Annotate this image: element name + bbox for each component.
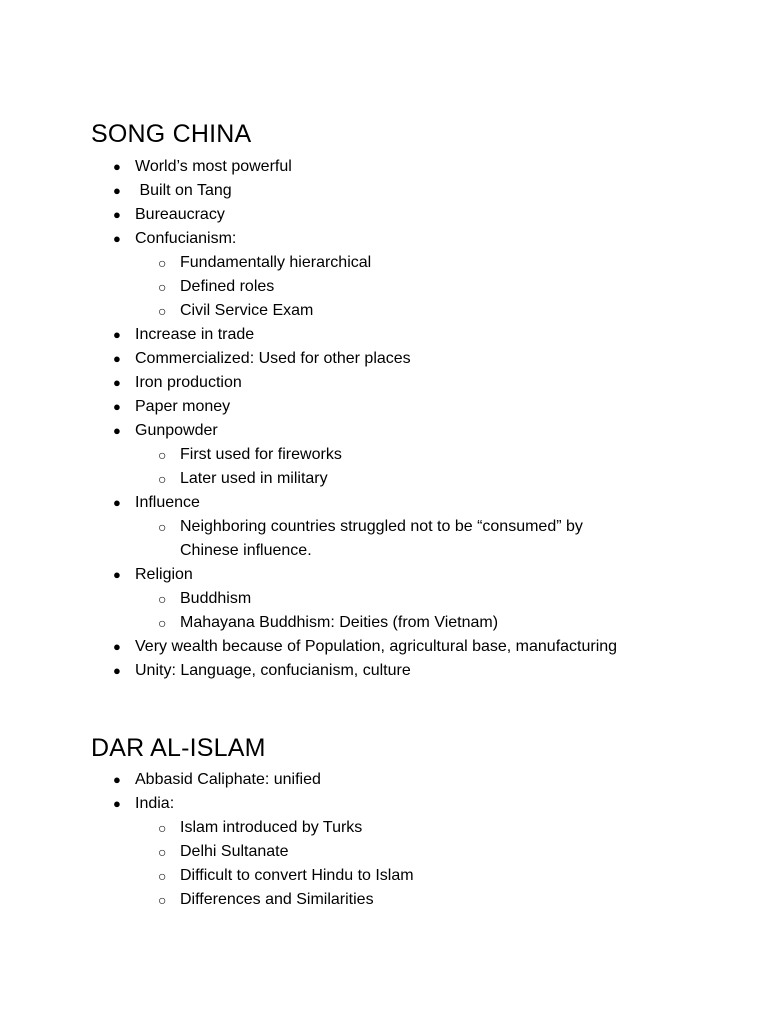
bullet-marker: ●: [113, 663, 121, 678]
list-item: [0, 491, 768, 515]
section-heading-song-china: SONG CHINA: [91, 120, 252, 148]
sub-list-item: [0, 275, 768, 299]
list-item: [0, 323, 768, 347]
hollow-bullet-marker: ○: [158, 820, 167, 836]
hollow-bullet-marker: ○: [158, 471, 167, 487]
bullet-marker: ●: [113, 639, 121, 654]
list-item-text: Defined roles: [180, 278, 275, 295]
list-item-text: Influence: [135, 494, 200, 511]
list-item: [0, 395, 768, 419]
list-item: [0, 203, 768, 227]
list-item-text: Buddhism: [180, 590, 252, 607]
list-item: [0, 659, 768, 683]
sub-list-item: [0, 840, 768, 864]
list-item-text: World’s most powerful: [135, 158, 292, 175]
hollow-bullet-marker: ○: [158, 255, 167, 271]
sub-list-item: [0, 587, 768, 611]
bullet-marker: ●: [113, 495, 121, 510]
bullet-marker: ●: [113, 351, 121, 366]
hollow-bullet-marker: ○: [158, 868, 167, 884]
list-item-text: Bureaucracy: [135, 206, 225, 223]
list-item-text: Civil Service Exam: [180, 302, 314, 319]
list-item: [0, 563, 768, 587]
hollow-bullet-marker: ○: [158, 519, 167, 535]
hollow-bullet-marker: ○: [158, 303, 167, 319]
list-item-text: Mahayana Buddhism: Deities (from Vietnam): [180, 614, 499, 631]
list-item-text: Differences and Similarities: [180, 891, 374, 908]
hollow-bullet-marker: ○: [158, 892, 167, 908]
sub-list-item: [0, 251, 768, 275]
list-item-text: Neighboring countries struggled not to be “consumed” by Chinese influence.: [180, 518, 583, 559]
list-item: [0, 227, 768, 251]
sub-list-item: [0, 864, 768, 888]
list-item-text: Islam introduced by Turks: [180, 819, 363, 836]
bullet-marker: ●: [113, 183, 121, 198]
dar-al-islam-bullet-list: [0, 768, 768, 912]
sub-list-item: [0, 467, 768, 491]
hollow-bullet-marker: ○: [158, 591, 167, 607]
bullet-marker: ●: [113, 159, 121, 174]
list-item-text: Abbasid Caliphate: unified: [135, 771, 321, 788]
bullet-marker: ●: [113, 327, 121, 342]
list-item-text: Very wealth because of Population, agricultural base, manufacturing: [135, 638, 618, 655]
section-heading-dar-al-islam: DAR AL-ISLAM: [91, 734, 266, 762]
list-item: [0, 768, 768, 792]
bullet-marker: ●: [113, 207, 121, 222]
list-item-text: Confucianism:: [135, 230, 237, 247]
hollow-bullet-marker: ○: [158, 615, 167, 631]
list-item-text: Fundamentally hierarchical: [180, 254, 372, 271]
list-item-text: Unity: Language, confucianism, culture: [135, 662, 411, 679]
list-item: [0, 347, 768, 371]
list-item: [0, 155, 768, 179]
sub-list-item: [0, 515, 640, 563]
list-item: [0, 635, 768, 659]
bullet-marker: ●: [113, 772, 121, 787]
bullet-marker: ●: [113, 567, 121, 582]
list-item-text: India:: [135, 795, 175, 812]
sub-list-item: [0, 888, 768, 912]
sub-list-item: [0, 299, 768, 323]
bullet-marker: ●: [113, 231, 121, 246]
hollow-bullet-marker: ○: [158, 844, 167, 860]
list-item-text: Later used in military: [180, 470, 328, 487]
bullet-marker: ●: [113, 399, 121, 414]
list-item: [0, 179, 768, 203]
hollow-bullet-marker: ○: [158, 447, 167, 463]
sub-list-item: [0, 816, 768, 840]
song-china-bullet-list: [0, 155, 768, 683]
list-item-text: Difficult to convert Hindu to Islam: [180, 867, 414, 884]
list-item-text: First used for fireworks: [180, 446, 342, 463]
list-item: [0, 419, 768, 443]
bullet-marker: ●: [113, 423, 121, 438]
sub-list-item: [0, 611, 768, 635]
list-item-text: Religion: [135, 566, 193, 583]
bullet-marker: ●: [113, 796, 121, 811]
list-item-text: Increase in trade: [135, 326, 255, 343]
bullet-marker: ●: [113, 375, 121, 390]
hollow-bullet-marker: ○: [158, 279, 167, 295]
list-item: [0, 792, 768, 816]
list-item-text: Paper money: [135, 398, 231, 415]
sub-list-item: [0, 443, 768, 467]
list-item: [0, 371, 768, 395]
list-item-text: Commercialized: Used for other places: [135, 350, 411, 367]
list-item-text: Iron production: [135, 374, 242, 391]
list-item-text: Gunpowder: [135, 422, 218, 439]
list-item-text: Delhi Sultanate: [180, 843, 289, 860]
list-item-text: Built on Tang: [135, 182, 232, 199]
